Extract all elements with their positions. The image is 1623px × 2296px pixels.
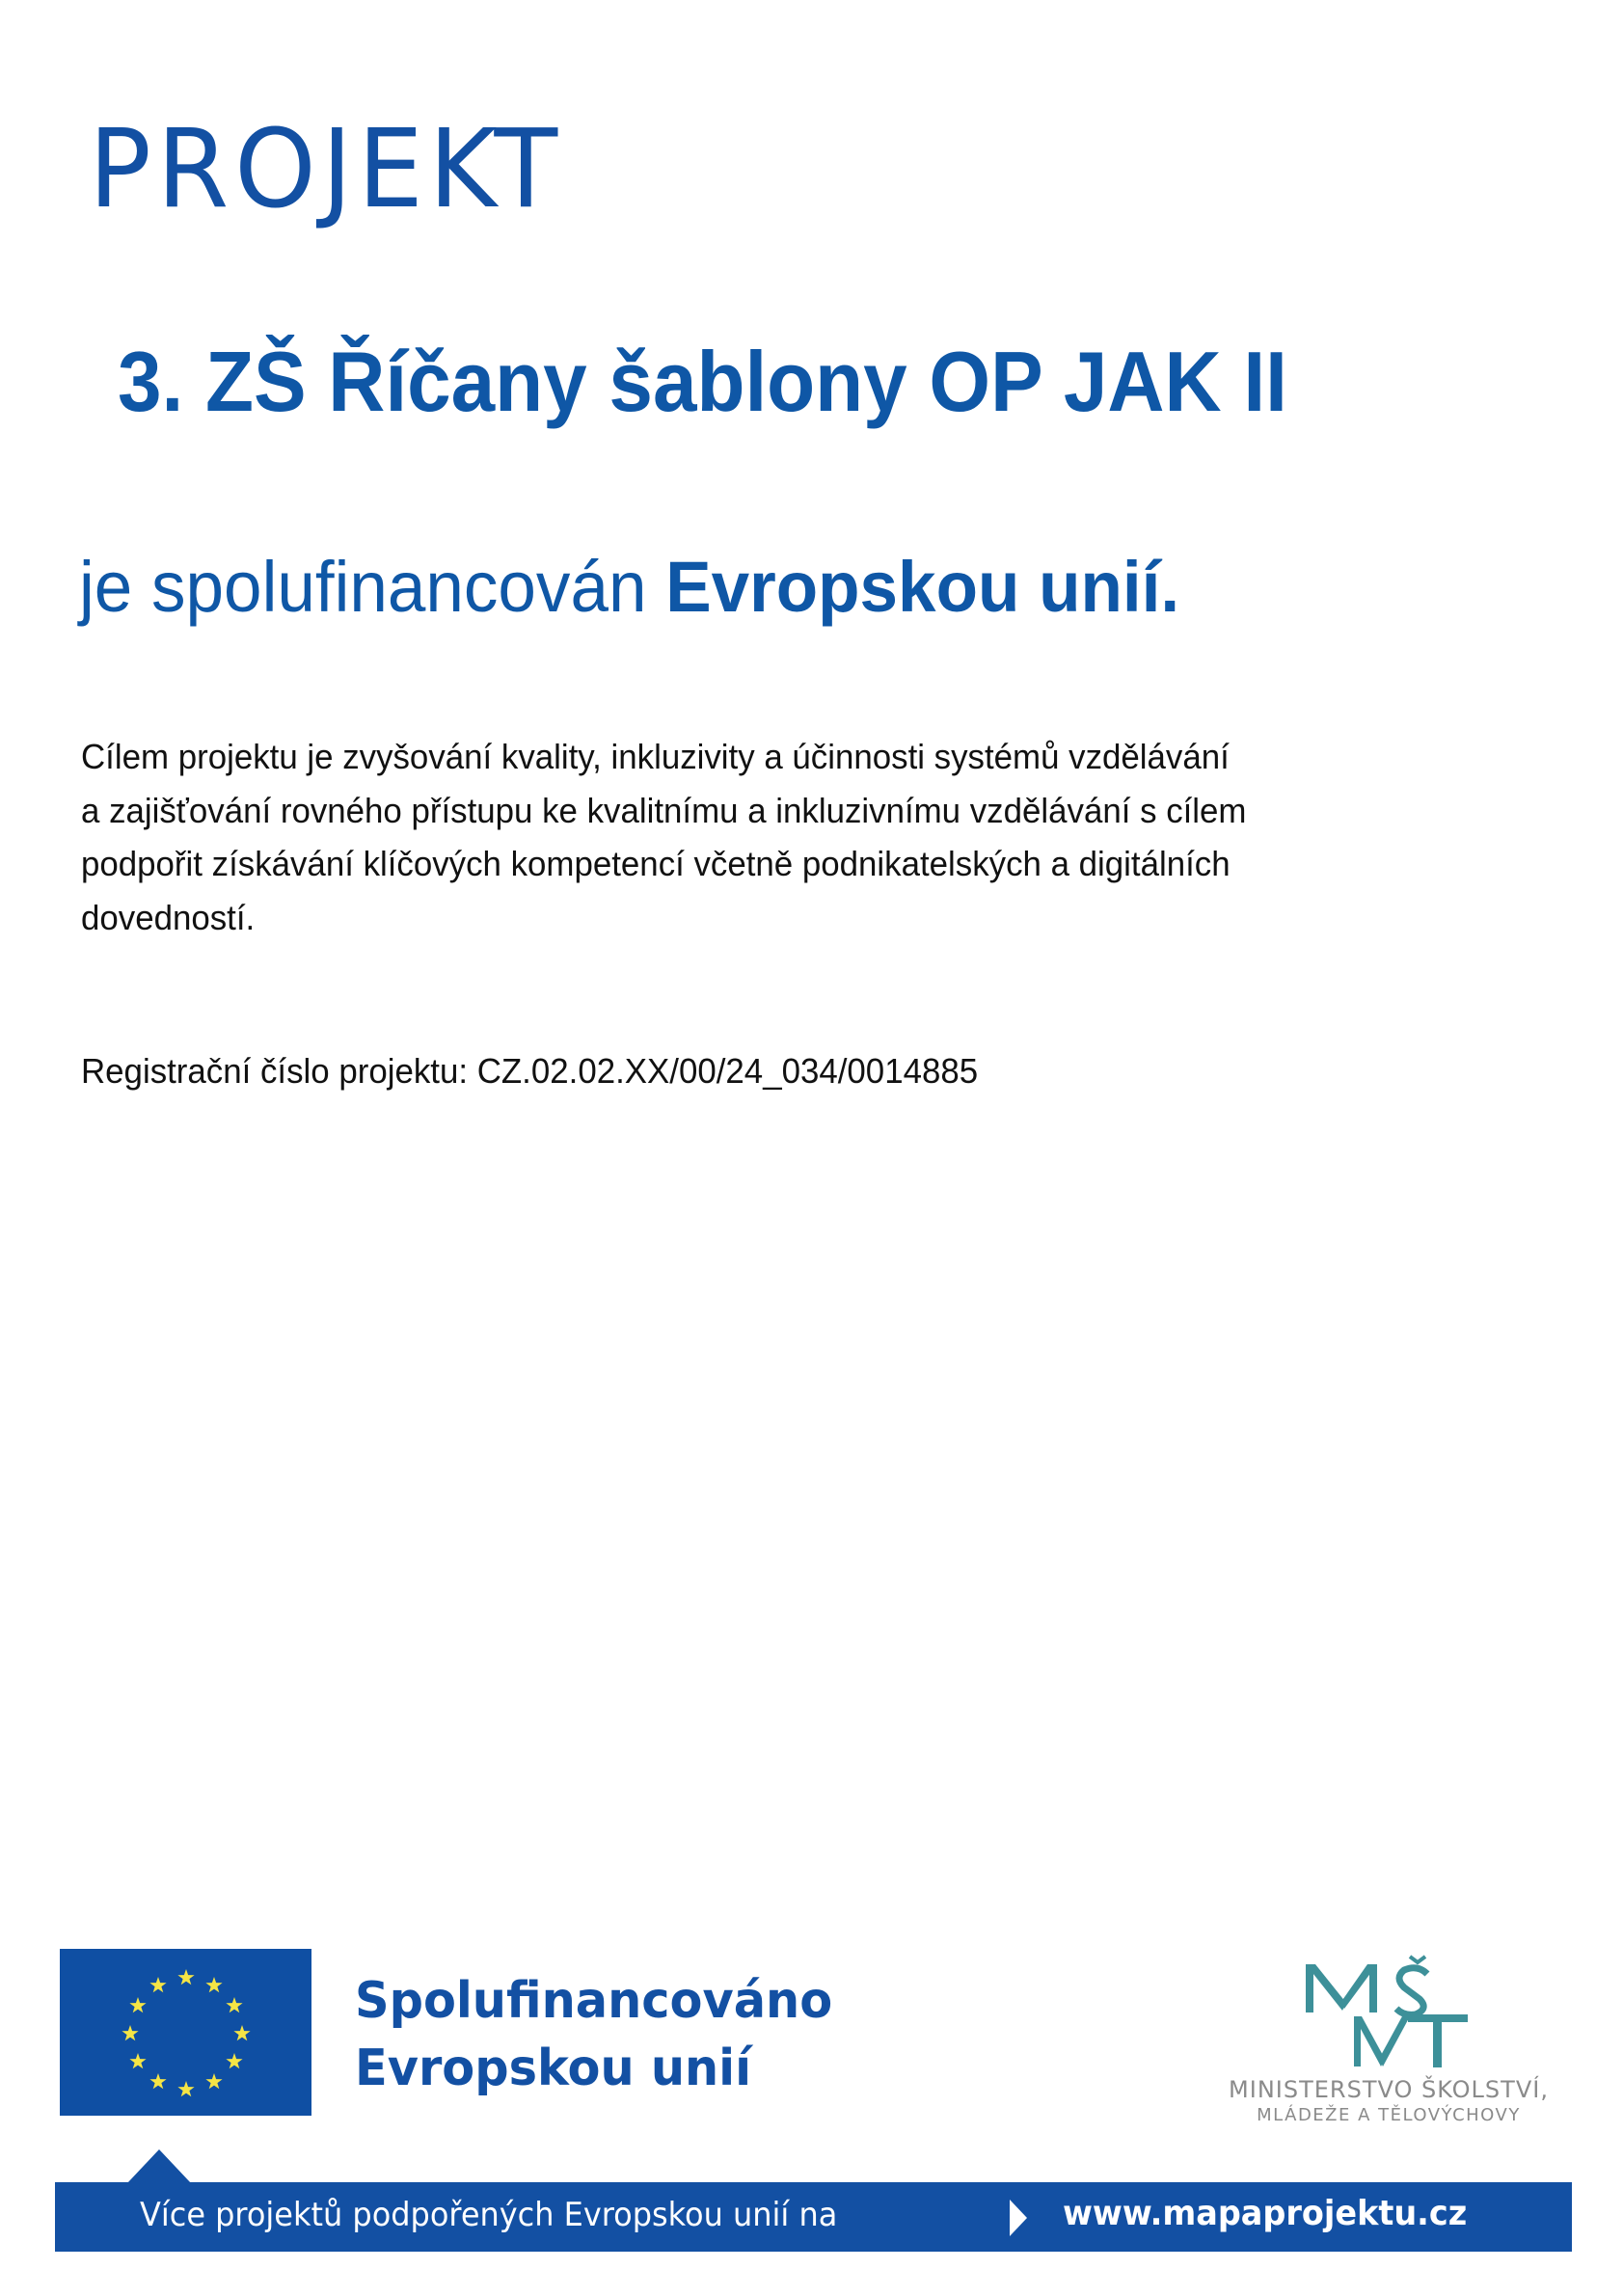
msmt-monogram-icon [1302, 1953, 1475, 2068]
description-line: podpořit získávání klíčových kompetencí včetně podnikatelských a digitálních [81, 844, 1231, 883]
description-line: Cílem projektu je zvyšování kvality, inkluzivity a účinnosti systémů vzdělávání [81, 737, 1230, 776]
msmt-name-line1: MINISTERSTVO ŠKOLSTVÍ, [1229, 2076, 1549, 2103]
msmt-logo [1205, 1953, 1572, 2131]
eu-cofinanced-label [355, 1967, 832, 2102]
description-line: dovedností. [81, 897, 256, 937]
eu-flag-icon [60, 1949, 311, 2116]
cofinance-statement [79, 547, 1180, 627]
registration-number: Registrační číslo projektu: CZ.02.02.XX/00/24_034/0014885 [81, 1051, 979, 1091]
project-description [81, 730, 1425, 944]
projekt-heading: PROJEKT [89, 107, 563, 232]
cofinance-prefix: je spolufinancován [79, 547, 666, 627]
footer-banner [55, 2182, 1572, 2252]
banner-pointer-triangle [127, 2149, 191, 2183]
msmt-name-line2: MLÁDEŽE A TĚLOVÝCHOVY [1257, 2105, 1521, 2125]
arrow-right-icon [1010, 2200, 1027, 2236]
mapaprojektu-link[interactable]: www.mapaprojektu.cz [1063, 2194, 1468, 2233]
project-title: 3. ZŠ Říčany šablony OP JAK II [118, 334, 1287, 429]
banner-text: Více projektů podpořených Evropskou unií na [140, 2196, 838, 2234]
eu-label-line1: Spolufinancováno [355, 1972, 833, 2030]
eu-label-line2: Evropskou unií [355, 2039, 752, 2097]
cofinance-emphasis: Evropskou unií. [665, 547, 1180, 627]
description-line: a zajišťování rovného přístupu ke kvalitnímu a inkluzivnímu vzdělávání s cílem [81, 790, 1247, 830]
